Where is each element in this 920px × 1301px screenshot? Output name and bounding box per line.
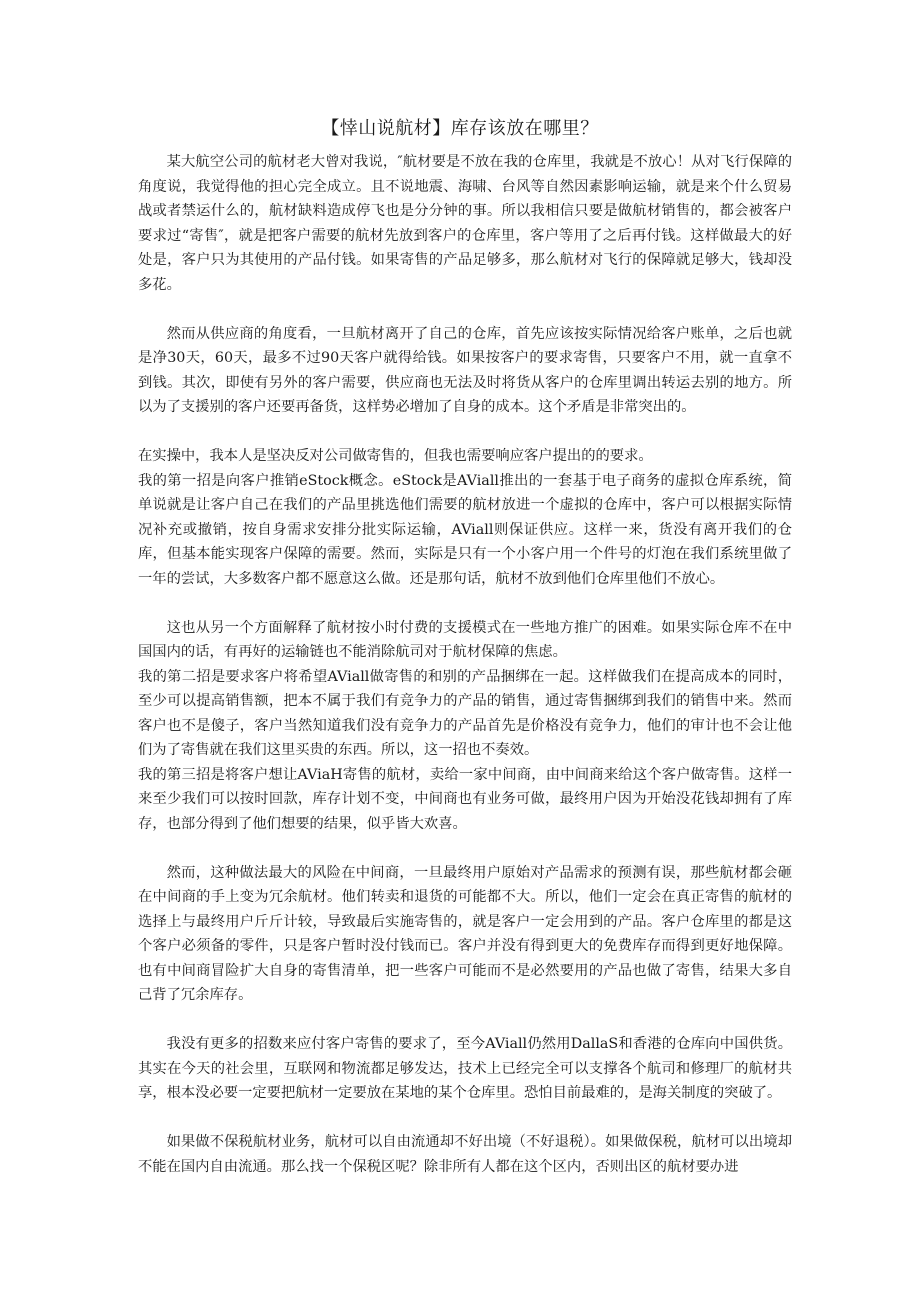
paragraph-7: 我的第三招是将客户想让AViaH寄售的航材，卖给一家中间商，由中间商来给这个客户做寄售。这样一来至少我们可以按时回款，库存计划不变，中间商也有业务可做，最终用户因为开始没花钱却拥有了库存，也部分得到了他们想要的结果，似乎皆大欢喜。 (138, 766, 792, 832)
paragraph-4: 我的第一招是向客户推销eStock概念。eStock是AViall推出的一套基于电子商务的虚拟仓库系统，简单说就是让客户自己在我们的产品里挑选他们需要的航材放进一个虚拟的仓库中，客户可以根据实际情况补充或撤销，按自身需求安排分批实际运输，AViall则保证供应。这样一来，货没有离开我们的仓库，但基本能实现客户保障的需要。然而，实际是只有一个小客户用一个件号的灯泡在我们系统里做了一年的尝试，大多数客户都不愿意这么做。还是那句话，航材不放到他们仓库里他们不放心。 (138, 472, 792, 587)
paragraph-8: 然而，这种做法最大的风险在中间商，一旦最终用户原始对产品需求的预测有误，那些航材都会砸在中间商的手上变为冗余航材。他们转卖和退货的可能都不大。所以，他们一定会在真正寄售的航材的选择上与最终用户斤斤计较，导致最后实施寄售的，就是客户一定会用到的产品。客户仓库里的都是这个客户必须备的零件，只是客户暂时没付钱而已。客户并没有得到更大的免费库存而得到更好地保障。也有中间商冒险扩大自身的寄售清单，把一些客户可能而不是必然要用的产品也做了寄售，结果大多自己背了冗余库存。 (138, 864, 792, 1003)
page-title: 【悻山说航材】库存该放在哪里？ (321, 118, 599, 139)
paragraph-1: 某大航空公司的航材老大曾对我说，″航材要是不放在我的仓库里，我就是不放心！从对飞行保障的角度说，我觉得他的担心完全成立。且不说地震、海啸、台风等自然因素影响运输，就是来个什么贸易战或者禁运什么的，航材缺料造成停飞也是分分钟的事。所以我相信只要是做航材销售的，都会被客户要求过“寄售″，就是把客户需要的航材先放到客户的仓库里，客户等用了之后再付钱。这样做最大的好处是，客户只为其使用的产品付钱。如果寄售的产品足够多，那么航材对飞行的保障就足够大，钱却没多花。 (138, 154, 792, 293)
paragraph-3: 在实操中，我本人是坚决反对公司做寄售的，但我也需要响应客户提出的的要求。 (138, 448, 653, 464)
paragraph-5: 这也从另一个方面解释了航材按小时付费的支援模式在一些地方推广的困难。如果实际仓库不在中国国内的话，有再好的运输链也不能消除航司对于航材保障的焦虑。 (138, 619, 792, 660)
paragraph-9: 我没有更多的招数来应付客户寄售的要求了，至今AViall仍然用DallaS和香港的仓库向中国供货。其实在今天的社会里，互联网和物流都足够发达，技术上已经完全可以支撑各个航司和修理厂的航材共享，根本没必要一定要把航材一定要放在某地的某个仓库里。恐怕目前最难的，是海关制度的突破了。 (138, 1036, 792, 1101)
article-body (138, 150, 792, 1179)
paragraph-10: 如果做不保税航材业务，航材可以自由流通却不好出境（不好退税）。如果做保税，航材可以出境却不能在国内自由流通。那么找一个保税区呢？除非所有人都在这个区内，否则出区的航材要办进 (138, 1134, 792, 1175)
paragraph-6: 我的第二招是要求客户将希望AViall做寄售的和别的产品捆绑在一起。这样做我们在提高成本的同时，至少可以提高销售额，把本不属于我们有竞争力的产品的销售，通过寄售捆绑到我们的销售中来。然而客户也不是傻子，客户当然知道我们没有竞争力的产品首先是价格没有竞争力，他们的审计也不会让他们为了寄售就在我们这里买贵的东西。所以，这一招也不奏效。 (138, 668, 792, 758)
paragraph-2: 然而从供应商的角度看，一旦航材离开了自己的仓库，首先应该按实际情况给客户账单，之后也就是净30天，60天，最多不过90天客户就得给钱。如果按客户的要求寄售，只要客户不用，就一直拿不到钱。其次，即使有另外的客户需要，供应商也无法及时将货从客户的仓库里调出转运去别的地方。所以为了支援别的客户还要再备货，这样势必增加了自身的成本。这个矛盾是非常突出的。 (138, 325, 792, 415)
